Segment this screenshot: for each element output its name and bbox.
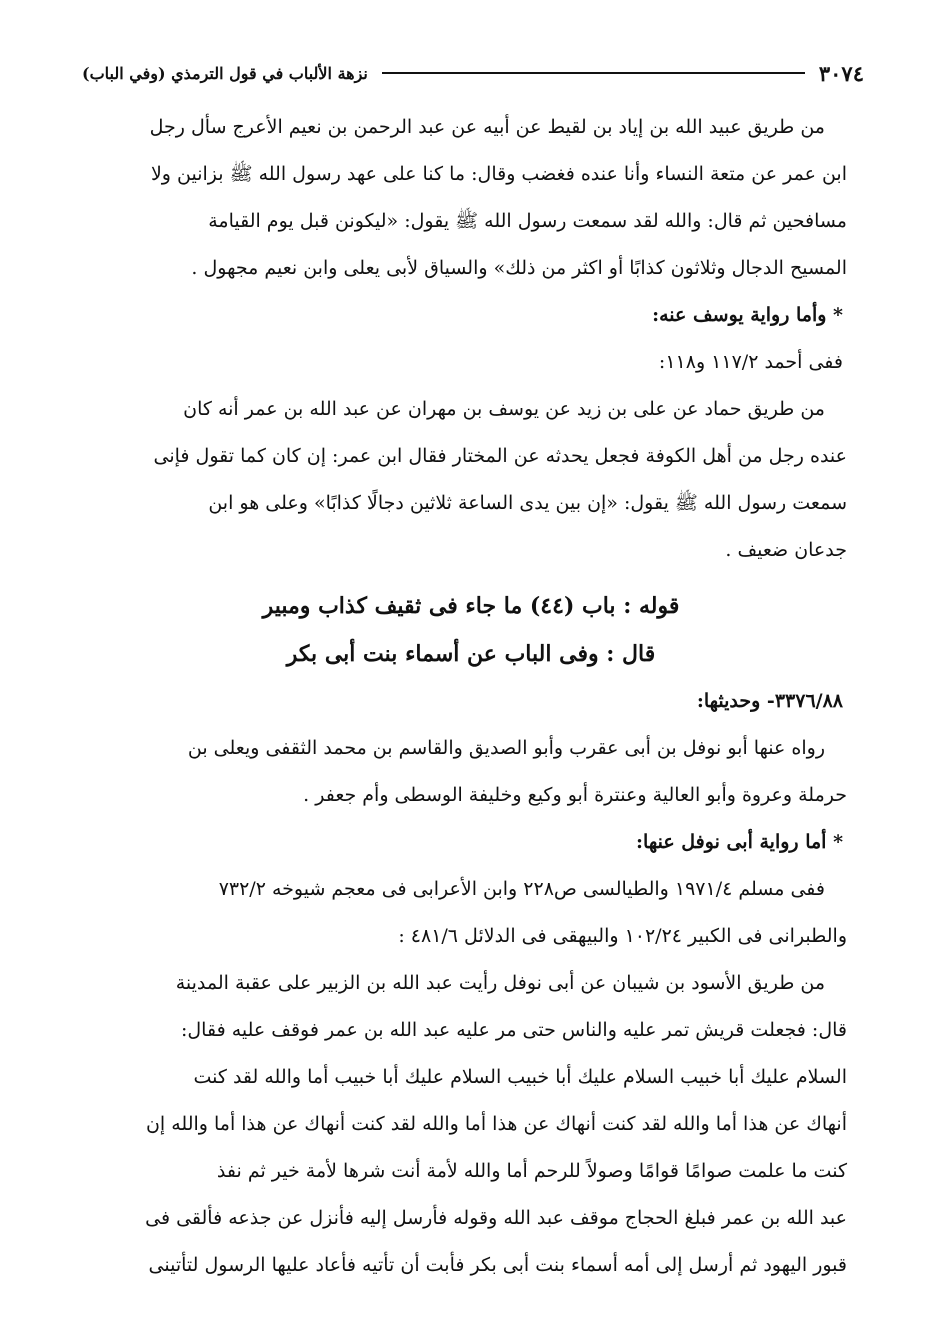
text-line: من طريق عبيد الله بن إياد بن لقيط عن أبيه عن عبد الرحمن بن نعيم الأعرج سأل رجل: [149, 116, 825, 138]
text-line: عنده رجل من أهل الكوفة فجعل يحدثه عن المختار فقال ابن عمر: إن كان كما تقول فإنى: [153, 445, 847, 467]
spacer: [95, 574, 847, 582]
text-line: من طريق الأسود بن شيبان عن أبى نوفل رأيت عبد الله بن الزبير على عقبة المدينة: [175, 972, 825, 994]
running-title: نزهة الألباب في قول الترمذي (وفي الباب): [82, 63, 368, 83]
text-line: ففى مسلم ١٩٧١/٤ والطيالسى ص٢٢٨ وابن الأعرابى فى معجم شيوخه ٧٣٢/٢: [218, 878, 825, 900]
source-reference: ففى أحمد ١١٧/٢ و١١٨:: [658, 351, 843, 373]
section-heading: * أما رواية أبى نوفل عنها:: [636, 831, 843, 853]
chapter-subheading: قال : وفى الباب عن أسماء بنت أبى بكر: [286, 641, 656, 667]
text-line: السلام عليك أبا خبيب السلام عليك أبا خبيب السلام عليك أبا خبيب أما والله لقد كنت: [193, 1066, 847, 1088]
text-line: كنت ما علمت صوامًا قوامًا وصولاً للرحم أما والله لأمة أنت شرها لأمة خير ثم نفذ: [216, 1160, 847, 1182]
page-body: [95, 104, 847, 1289]
text-line: مسافحين ثم قال: والله لقد سمعت رسول الله ﷺ يقول: «ليكونن قبل يوم القيامة: [208, 210, 847, 232]
text-line: عبد الله بن عمر فبلغ الحجاج موقف عبد الله وقوله فأرسل إليه فأنزل عن جذعه فألقى فى: [145, 1207, 847, 1229]
text-line: حرملة وعروة وأبو العالية وعنترة أبو وكيع وخليفة الوسطى وأم جعفر .: [303, 784, 847, 806]
text-line: والطبرانى فى الكبير ١٠٢/٢٤ والبيهقى فى الدلائل ٤٨١/٦ :: [398, 925, 847, 947]
text-line: أنهاك عن هذا أما والله لقد كنت أنهاك عن هذا أما والله لقد كنت أنهاك عن هذا أما والله إن: [145, 1113, 847, 1135]
section-heading: * وأما رواية يوسف عنه:: [652, 304, 843, 326]
text-line: قال: فجعلت قريش تمر عليه والناس حتى مر عليه عبد الله بن عمر فوقف عليه فقال:: [180, 1019, 847, 1041]
text-line: ابن عمر عن متعة النساء وأنا عنده فغضب وقال: ما كنا على عهد رسول الله ﷺ بزانين ولا: [150, 163, 847, 185]
hadith-number-heading: ٣٣٧٦/٨٨- وحديثها:: [696, 690, 843, 712]
text-line: سمعت رسول الله ﷺ يقول: «إن بين يدى الساعة ثلاثين دجالًا كذابًا» وعلى هو ابن: [208, 492, 847, 514]
text-line: من طريق حماد عن على بن زيد عن يوسف بن مهران عن عبد الله بن عمر أنه كان: [183, 398, 825, 420]
text-line: جدعان ضعيف .: [725, 539, 847, 561]
chapter-heading: قوله : باب (٤٤) ما جاء فى ثقيف كذاب ومبير: [262, 593, 680, 619]
header-rule: [382, 72, 805, 74]
text-line: المسيح الدجال وثلاثون كذابًا أو اكثر من ذلك» والسياق لأبى يعلى وابن نعيم مجهول .: [191, 257, 847, 279]
running-header: [82, 58, 864, 88]
text-line: رواه عنها أبو نوفل بن أبى عقرب وأبو الصديق والقاسم بن محمد الثقفى ويعلى بن: [187, 737, 825, 759]
text-line: قبور اليهود ثم أرسل إلى أمه أسماء بنت أبى بكر فأبت أن تأتيه فأعاد عليها الرسول لتأتينى: [148, 1254, 847, 1276]
page-number: ٣٠٧٤: [818, 60, 864, 86]
